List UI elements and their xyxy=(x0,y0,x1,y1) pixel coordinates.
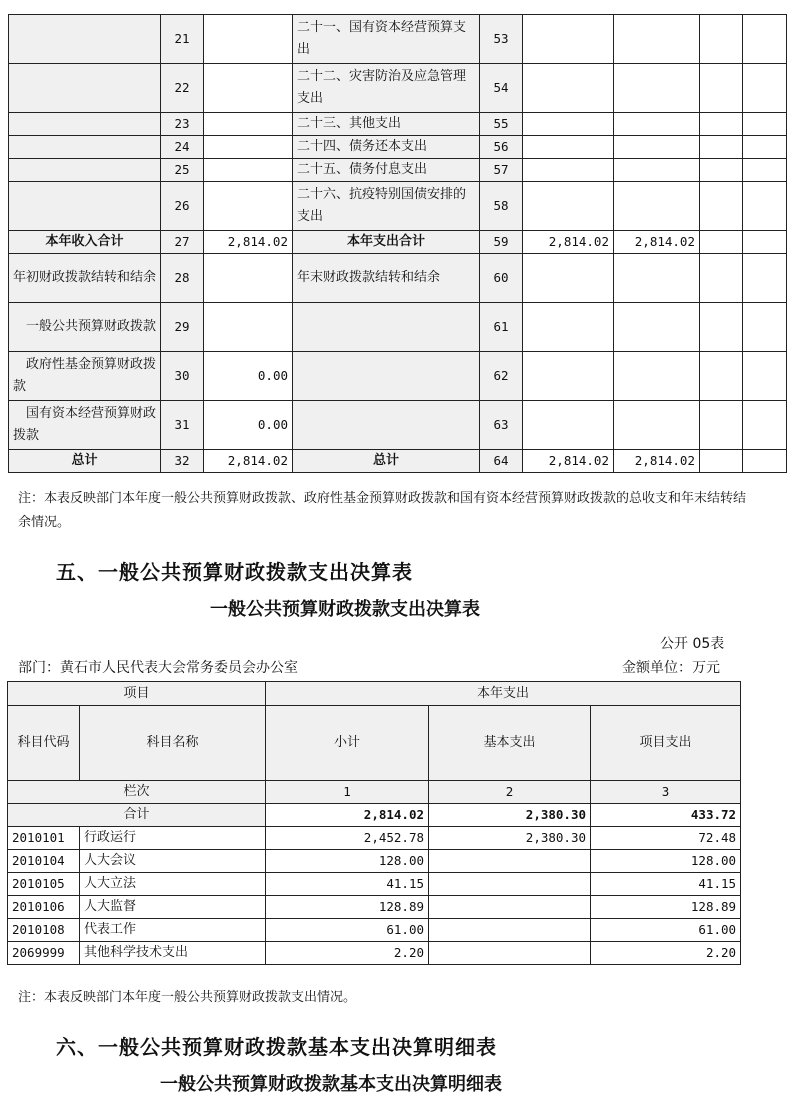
expense-state-capital xyxy=(743,401,787,450)
expense-item-label: 二十一、国有资本经营预算支出 xyxy=(293,15,480,64)
expense-total: 2,814.02 xyxy=(523,450,614,473)
expense-item-label xyxy=(293,401,480,450)
income-amount xyxy=(204,15,293,64)
subtotal-amount: 128.89 xyxy=(266,896,429,919)
income-line-number: 32 xyxy=(161,450,204,473)
expense-item-label: 二十六、抗疫特别国债安排的支出 xyxy=(293,182,480,231)
expense-general-budget xyxy=(614,303,700,352)
expense-line-number: 53 xyxy=(480,15,523,64)
subtotal-amount: 61.00 xyxy=(266,919,429,942)
expense-line-number: 59 xyxy=(480,231,523,254)
table-row xyxy=(8,827,741,850)
expense-total xyxy=(523,113,614,136)
expense-state-capital xyxy=(743,15,787,64)
table-row xyxy=(8,942,741,965)
expense-gov-fund xyxy=(700,113,743,136)
total-label: 合计 xyxy=(8,804,266,827)
income-line-number: 22 xyxy=(161,64,204,113)
project-expense-amount: 41.15 xyxy=(591,873,741,896)
expense-total xyxy=(523,159,614,182)
income-amount xyxy=(204,64,293,113)
expense-item-label: 二十二、灾害防治及应急管理支出 xyxy=(293,64,480,113)
expense-state-capital xyxy=(743,231,787,254)
section6-heading: 六、一般公共预算财政拨款基本支出决算明细表 xyxy=(56,1035,497,1059)
expense-gov-fund xyxy=(700,352,743,401)
income-item-label xyxy=(9,113,161,136)
column-index-label: 栏次 xyxy=(8,781,266,804)
income-item-label: 政府性基金预算财政拨款 xyxy=(9,352,161,401)
header-basic: 基本支出 xyxy=(429,706,591,781)
table-row xyxy=(9,450,787,473)
table-row xyxy=(9,254,787,303)
account-name: 人大立法 xyxy=(80,873,266,896)
expense-general-budget xyxy=(614,136,700,159)
account-name: 人大监督 xyxy=(80,896,266,919)
column-index-1: 1 xyxy=(266,781,429,804)
general-budget-expense-table xyxy=(7,681,741,965)
section6-table-title: 一般公共预算财政拨款基本支出决算明细表 xyxy=(160,1074,502,1095)
expense-total xyxy=(523,182,614,231)
expense-item-label xyxy=(293,352,480,401)
expense-item-label: 二十五、债务付息支出 xyxy=(293,159,480,182)
income-amount xyxy=(204,303,293,352)
expense-line-number: 62 xyxy=(480,352,523,401)
account-name: 行政运行 xyxy=(80,827,266,850)
income-line-number: 27 xyxy=(161,231,204,254)
income-line-number: 24 xyxy=(161,136,204,159)
income-line-number: 26 xyxy=(161,182,204,231)
income-amount: 0.00 xyxy=(204,352,293,401)
expense-gov-fund xyxy=(700,401,743,450)
total-project: 433.72 xyxy=(591,804,741,827)
expense-general-budget xyxy=(614,182,700,231)
unit-label: 金额单位：万元 xyxy=(622,660,720,676)
income-item-label: 总计 xyxy=(9,450,161,473)
income-item-label xyxy=(9,182,161,231)
subtotal-amount: 2,452.78 xyxy=(266,827,429,850)
header-subtotal: 小计 xyxy=(266,706,429,781)
subtotal-amount: 41.15 xyxy=(266,873,429,896)
column-index-2: 2 xyxy=(429,781,591,804)
expense-line-number: 57 xyxy=(480,159,523,182)
table-row xyxy=(9,352,787,401)
expense-general-budget xyxy=(614,159,700,182)
expense-total xyxy=(523,401,614,450)
expense-item-label xyxy=(293,303,480,352)
expense-general-budget: 2,814.02 xyxy=(614,450,700,473)
income-line-number: 29 xyxy=(161,303,204,352)
expense-gov-fund xyxy=(700,64,743,113)
project-expense-amount: 128.89 xyxy=(591,896,741,919)
expense-gov-fund xyxy=(700,159,743,182)
expense-total xyxy=(523,15,614,64)
income-item-label xyxy=(9,159,161,182)
expense-gov-fund xyxy=(700,254,743,303)
project-expense-amount: 72.48 xyxy=(591,827,741,850)
account-code: 2010101 xyxy=(8,827,80,850)
expense-general-budget xyxy=(614,15,700,64)
column-index-3: 3 xyxy=(591,781,741,804)
income-item-label: 一般公共预算财政拨款 xyxy=(9,303,161,352)
table-row xyxy=(9,401,787,450)
income-item-label xyxy=(9,136,161,159)
expense-general-budget xyxy=(614,401,700,450)
project-expense-amount: 128.00 xyxy=(591,850,741,873)
account-name: 人大会议 xyxy=(80,850,266,873)
header-current-year-expense: 本年支出 xyxy=(266,682,741,706)
expense-state-capital xyxy=(743,159,787,182)
income-line-number: 23 xyxy=(161,113,204,136)
expense-total xyxy=(523,352,614,401)
total-subtotal: 2,814.02 xyxy=(266,804,429,827)
expense-line-number: 54 xyxy=(480,64,523,113)
expense-gov-fund xyxy=(700,182,743,231)
expense-total xyxy=(523,64,614,113)
account-code: 2010108 xyxy=(8,919,80,942)
subtotal-amount: 2.20 xyxy=(266,942,429,965)
table-row xyxy=(9,15,787,64)
income-amount xyxy=(204,254,293,303)
account-name: 代表工作 xyxy=(80,919,266,942)
expense-state-capital xyxy=(743,64,787,113)
table-row xyxy=(9,231,787,254)
income-item-label: 年初财政拨款结转和结余 xyxy=(9,254,161,303)
expense-item-label: 年末财政拨款结转和结余 xyxy=(293,254,480,303)
account-code: 2010105 xyxy=(8,873,80,896)
expense-state-capital xyxy=(743,136,787,159)
basic-expense-amount xyxy=(429,896,591,919)
income-amount: 0.00 xyxy=(204,401,293,450)
section5-heading: 五、一般公共预算财政拨款支出决算表 xyxy=(56,560,413,584)
expense-item-label: 二十三、其他支出 xyxy=(293,113,480,136)
section5-table-title: 一般公共预算财政拨款支出决算表 xyxy=(210,599,480,620)
table-row xyxy=(9,159,787,182)
table-row xyxy=(8,896,741,919)
expense-general-budget xyxy=(614,64,700,113)
project-expense-amount: 61.00 xyxy=(591,919,741,942)
basic-expense-amount: 2,380.30 xyxy=(429,827,591,850)
expense-state-capital xyxy=(743,352,787,401)
table-row xyxy=(9,64,787,113)
income-line-number: 31 xyxy=(161,401,204,450)
income-amount: 2,814.02 xyxy=(204,231,293,254)
expense-state-capital xyxy=(743,303,787,352)
expense-gov-fund xyxy=(700,15,743,64)
income-item-label: 国有资本经营预算财政拨款 xyxy=(9,401,161,450)
expense-state-capital xyxy=(743,450,787,473)
expense-line-number: 58 xyxy=(480,182,523,231)
section5-note: 注：本表反映部门本年度一般公共预算财政拨款支出情况。 xyxy=(18,990,357,1005)
income-item-label xyxy=(9,64,161,113)
table-row xyxy=(8,873,741,896)
expense-line-number: 60 xyxy=(480,254,523,303)
header-project: 项目支出 xyxy=(591,706,741,781)
expense-line-number: 63 xyxy=(480,401,523,450)
header-item: 项目 xyxy=(8,682,266,706)
expense-general-budget xyxy=(614,352,700,401)
expense-state-capital xyxy=(743,113,787,136)
income-line-number: 21 xyxy=(161,15,204,64)
form-number: 公开 05表 xyxy=(660,636,725,652)
expense-gov-fund xyxy=(700,231,743,254)
expense-item-label: 本年支出合计 xyxy=(293,231,480,254)
expense-line-number: 64 xyxy=(480,450,523,473)
basic-expense-amount xyxy=(429,850,591,873)
header-name: 科目名称 xyxy=(80,706,266,781)
account-code: 2010106 xyxy=(8,896,80,919)
expense-general-budget xyxy=(614,113,700,136)
account-code: 2069999 xyxy=(8,942,80,965)
table-row xyxy=(8,919,741,942)
income-amount: 2,814.02 xyxy=(204,450,293,473)
department-label: 部门：黄石市人民代表大会常务委员会办公室 xyxy=(18,660,298,676)
income-line-number: 28 xyxy=(161,254,204,303)
expense-gov-fund xyxy=(700,303,743,352)
table-row xyxy=(9,136,787,159)
income-line-number: 30 xyxy=(161,352,204,401)
fiscal-revenue-expense-table xyxy=(8,14,787,473)
project-expense-amount: 2.20 xyxy=(591,942,741,965)
basic-expense-amount xyxy=(429,942,591,965)
expense-total xyxy=(523,303,614,352)
expense-total xyxy=(523,254,614,303)
income-line-number: 25 xyxy=(161,159,204,182)
expense-item-label: 二十四、债务还本支出 xyxy=(293,136,480,159)
account-code: 2010104 xyxy=(8,850,80,873)
expense-total xyxy=(523,136,614,159)
expense-general-budget xyxy=(614,254,700,303)
income-amount xyxy=(204,159,293,182)
expense-gov-fund xyxy=(700,136,743,159)
table-row xyxy=(9,113,787,136)
table-row xyxy=(9,182,787,231)
account-name: 其他科学技术支出 xyxy=(80,942,266,965)
expense-line-number: 61 xyxy=(480,303,523,352)
income-item-label xyxy=(9,15,161,64)
total-basic: 2,380.30 xyxy=(429,804,591,827)
income-amount xyxy=(204,136,293,159)
expense-line-number: 56 xyxy=(480,136,523,159)
basic-expense-amount xyxy=(429,873,591,896)
income-item-label: 本年收入合计 xyxy=(9,231,161,254)
expense-total: 2,814.02 xyxy=(523,231,614,254)
expense-state-capital xyxy=(743,182,787,231)
subtotal-amount: 128.00 xyxy=(266,850,429,873)
expense-item-label: 总计 xyxy=(293,450,480,473)
expense-general-budget: 2,814.02 xyxy=(614,231,700,254)
header-code: 科目代码 xyxy=(8,706,80,781)
table-row xyxy=(9,303,787,352)
basic-expense-amount xyxy=(429,919,591,942)
income-amount xyxy=(204,113,293,136)
income-amount xyxy=(204,182,293,231)
table-row xyxy=(8,850,741,873)
table1-note: 注：本表反映部门本年度一般公共预算财政拨款、政府性基金预算财政拨款和国有资本经营预算财政拨款的总收支和年末结转结余情况。 xyxy=(18,491,747,530)
expense-state-capital xyxy=(743,254,787,303)
expense-line-number: 55 xyxy=(480,113,523,136)
expense-gov-fund xyxy=(700,450,743,473)
